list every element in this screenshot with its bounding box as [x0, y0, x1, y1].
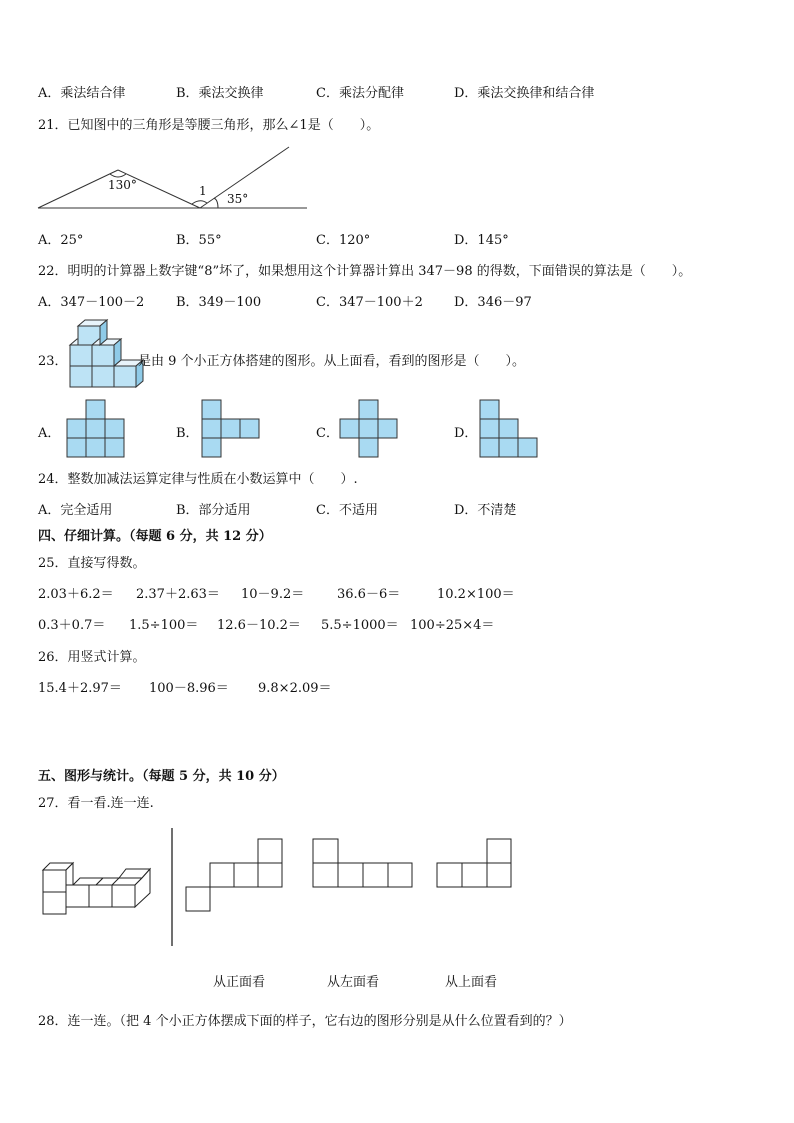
q25-item: 10－9.2＝	[241, 587, 305, 602]
q25-stem: 25．直接写得数。	[38, 556, 146, 571]
q23-option-b-letter: B．	[176, 426, 199, 441]
q23-option-a-letter: A．	[38, 426, 61, 441]
q25-item: 2.03＋6.2＝	[38, 587, 114, 602]
section4-heading: 四、仔细计算。（每题 6 分，共 12 分）	[38, 529, 272, 544]
q21-option-c: C．120°	[316, 233, 371, 248]
q22-option-b: B．349－100	[176, 295, 262, 310]
q20-option-a: A．乘法结合律	[38, 86, 126, 101]
q28-stem: 28．连一连。（把 4 个小正方体摆成下面的样子，它右边的图形分别是从什么位置看到的？）	[38, 1014, 572, 1029]
q27-view-label-left: 从左面看	[327, 975, 380, 990]
q25-item: 100÷25×4＝	[410, 618, 495, 633]
section5-heading: 五、图形与统计。（每题 5 分，共 10 分）	[38, 769, 285, 784]
q25-item: 5.5÷1000＝	[321, 618, 399, 633]
q20-option-d: D．乘法交换律和结合律	[454, 86, 595, 101]
q27-view-label-top: 从上面看	[445, 975, 498, 990]
q26-item: 100－8.96＝	[149, 681, 229, 696]
q25-item: 10.2×100＝	[437, 587, 515, 602]
q25-item: 1.5÷100＝	[129, 618, 199, 633]
q26-stem: 26．用竖式计算。	[38, 650, 146, 665]
q22-option-c: C．347－100＋2	[316, 295, 423, 310]
q25-item: 36.6－6＝	[337, 587, 401, 602]
q23-option-d-letter: D．	[454, 426, 478, 441]
q24-stem: 24．整数加减法运算定律与性质在小数运算中（ ）.	[38, 472, 358, 487]
q22-stem: 22．明明的计算器上数字键“8”坏了，如果想用这个计算器计算出 347－98 的得数，下面错误的算法是（ ）。	[38, 264, 692, 279]
q21-angle-1-label: 1	[199, 184, 207, 198]
q21-option-d: D．145°	[454, 233, 509, 248]
q24-option-a: A．完全适用	[38, 503, 113, 518]
q26-item: 15.4＋2.97＝	[38, 681, 122, 696]
q26-item: 9.8×2.09＝	[258, 681, 332, 696]
q23-stem: 是由 9 个小正方体搭建的图形。从上面看，看到的图形是（ ）。	[138, 354, 526, 369]
q23-number: 23．	[38, 354, 68, 369]
q21-angle-35-label: 35°	[227, 192, 249, 206]
q23-option-c-letter: C．	[316, 426, 339, 441]
q22-option-d: D．346－97	[454, 295, 532, 310]
q21-option-a: A．25°	[38, 233, 84, 248]
q27-view-label-front: 从正面看	[213, 975, 266, 990]
q21-angle-130-label: 130°	[108, 178, 137, 192]
q25-item: 0.3＋0.7＝	[38, 618, 106, 633]
q22-option-a: A．347－100－2	[38, 295, 145, 310]
q21-option-b: B．55°	[176, 233, 222, 248]
q20-option-b: B．乘法交换律	[176, 86, 264, 101]
q27-stem: 27．看一看.连一连.	[38, 796, 154, 811]
q27-view-figure-1	[186, 839, 282, 911]
q20-option-c: C．乘法分配律	[316, 86, 404, 101]
q24-option-d: D．不清楚	[454, 503, 517, 518]
q25-item: 12.6－10.2＝	[217, 618, 301, 633]
q27-3d-solid	[43, 863, 150, 914]
q27-view-figure-3	[437, 839, 511, 887]
q21-stem: 21．已知图中的三角形是等腰三角形，那么∠1是（ ）。	[38, 118, 380, 133]
q24-option-c: C．不适用	[316, 503, 378, 518]
q25-item: 2.37＋2.63＝	[136, 587, 220, 602]
q24-option-b: B．部分适用	[176, 503, 251, 518]
q27-view-figure-2	[313, 839, 412, 887]
